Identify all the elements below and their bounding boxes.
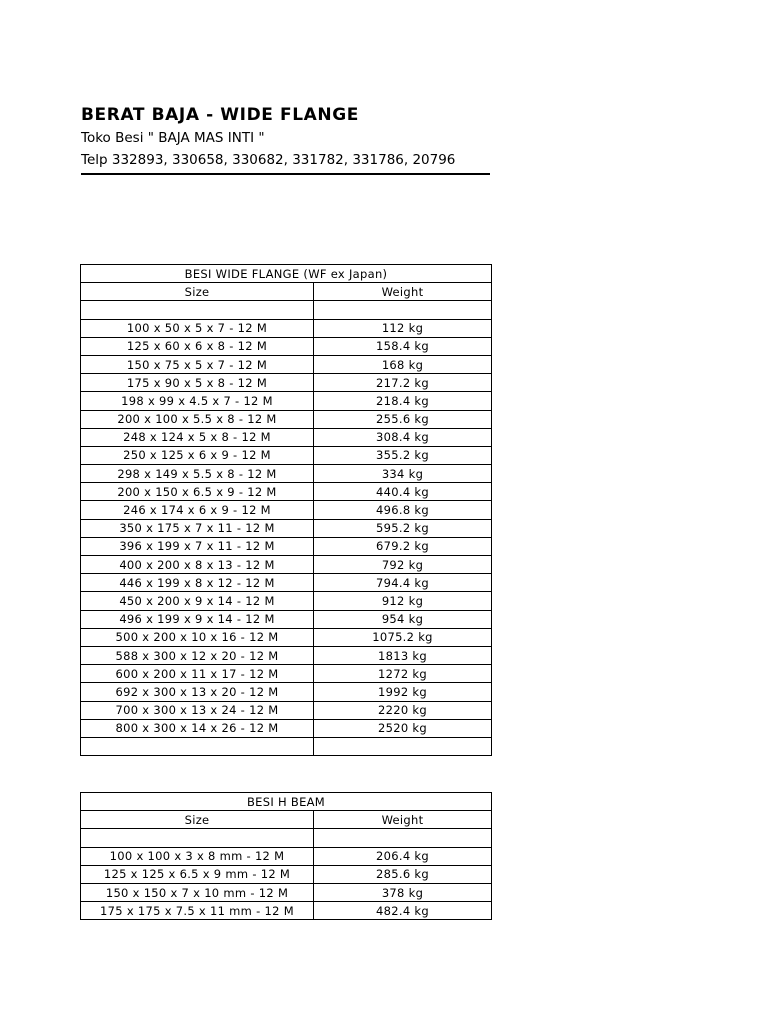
weight-cell: 1813 kg	[314, 646, 492, 664]
weight-cell: 2520 kg	[314, 719, 492, 737]
table-title-row	[81, 265, 492, 283]
size-cell: 200 x 100 x 5.5 x 8 - 12 M	[81, 410, 314, 428]
table-row	[81, 556, 492, 574]
table-row	[81, 902, 492, 920]
weight-cell: 792 kg	[314, 556, 492, 574]
document-header	[81, 103, 490, 175]
size-cell: 692 x 300 x 13 x 20 - 12 M	[81, 683, 314, 701]
table-row	[81, 465, 492, 483]
weight-cell: 794.4 kg	[314, 574, 492, 592]
table-row	[81, 446, 492, 464]
size-cell: 588 x 300 x 12 x 20 - 12 M	[81, 646, 314, 664]
table-row	[81, 628, 492, 646]
weight-cell: 1075.2 kg	[314, 628, 492, 646]
size-cell: 800 x 300 x 14 x 26 - 12 M	[81, 719, 314, 737]
weight-cell: 158.4 kg	[314, 337, 492, 355]
table-row	[81, 719, 492, 737]
size-cell: 400 x 200 x 8 x 13 - 12 M	[81, 556, 314, 574]
table-spacer-row	[81, 829, 492, 847]
size-cell: 350 x 175 x 7 x 11 - 12 M	[81, 519, 314, 537]
column-header-weight: Weight	[314, 811, 492, 829]
size-cell: 500 x 200 x 10 x 16 - 12 M	[81, 628, 314, 646]
table-title: BESI H BEAM	[81, 793, 492, 811]
weight-cell: 496.8 kg	[314, 501, 492, 519]
size-cell: 450 x 200 x 9 x 14 - 12 M	[81, 592, 314, 610]
size-cell: 298 x 149 x 5.5 x 8 - 12 M	[81, 465, 314, 483]
weight-cell: 206.4 kg	[314, 847, 492, 865]
size-cell: 446 x 199 x 8 x 12 - 12 M	[81, 574, 314, 592]
weight-cell: 595.2 kg	[314, 519, 492, 537]
column-header-size: Size	[81, 811, 314, 829]
size-cell: 150 x 75 x 5 x 7 - 12 M	[81, 355, 314, 373]
column-header-size: Size	[81, 283, 314, 301]
table-spacer-row	[81, 737, 492, 755]
weight-cell: 308.4 kg	[314, 428, 492, 446]
weight-cell: 1272 kg	[314, 665, 492, 683]
size-cell: 200 x 150 x 6.5 x 9 - 12 M	[81, 483, 314, 501]
table-header-row	[81, 283, 492, 301]
weight-cell: 954 kg	[314, 610, 492, 628]
table-row	[81, 392, 492, 410]
weight-cell: 912 kg	[314, 592, 492, 610]
size-cell: 150 x 150 x 7 x 10 mm - 12 M	[81, 883, 314, 901]
table-row	[81, 883, 492, 901]
weight-cell: 482.4 kg	[314, 902, 492, 920]
shop-phone: Telp 332893, 330658, 330682, 331782, 331786, 20796	[81, 152, 456, 168]
size-cell: 396 x 199 x 7 x 11 - 12 M	[81, 537, 314, 555]
size-cell: 248 x 124 x 5 x 8 - 12 M	[81, 428, 314, 446]
weight-cell: 255.6 kg	[314, 410, 492, 428]
table-row	[81, 701, 492, 719]
table-row	[81, 501, 492, 519]
table-row	[81, 665, 492, 683]
table-row	[81, 337, 492, 355]
table-row	[81, 683, 492, 701]
weight-cell: 440.4 kg	[314, 483, 492, 501]
table-row	[81, 574, 492, 592]
size-cell: 100 x 100 x 3 x 8 mm - 12 M	[81, 847, 314, 865]
size-cell: 125 x 125 x 6.5 x 9 mm - 12 M	[81, 865, 314, 883]
table-spacer-row	[81, 301, 492, 319]
wide-flange-table	[80, 264, 492, 756]
table-row	[81, 537, 492, 555]
table-row	[81, 483, 492, 501]
weight-cell: 679.2 kg	[314, 537, 492, 555]
table-row	[81, 865, 492, 883]
weight-cell: 355.2 kg	[314, 446, 492, 464]
shop-name: Toko Besi " BAJA MAS INTI "	[81, 130, 265, 146]
weight-cell: 334 kg	[314, 465, 492, 483]
size-cell: 246 x 174 x 6 x 9 - 12 M	[81, 501, 314, 519]
weight-cell: 168 kg	[314, 355, 492, 373]
table-row	[81, 355, 492, 373]
table-title-row	[81, 793, 492, 811]
table-row	[81, 410, 492, 428]
table-row	[81, 646, 492, 664]
table-row	[81, 519, 492, 537]
table-row	[81, 319, 492, 337]
size-cell: 198 x 99 x 4.5 x 7 - 12 M	[81, 392, 314, 410]
document-title: BERAT BAJA - WIDE FLANGE	[81, 105, 360, 125]
size-cell: 496 x 199 x 9 x 14 - 12 M	[81, 610, 314, 628]
header-rule	[81, 173, 490, 175]
size-cell: 175 x 175 x 7.5 x 11 mm - 12 M	[81, 902, 314, 920]
table-row	[81, 374, 492, 392]
weight-cell: 378 kg	[314, 883, 492, 901]
table-row	[81, 847, 492, 865]
size-cell: 250 x 125 x 6 x 9 - 12 M	[81, 446, 314, 464]
size-cell: 700 x 300 x 13 x 24 - 12 M	[81, 701, 314, 719]
table-header-row	[81, 811, 492, 829]
weight-cell: 1992 kg	[314, 683, 492, 701]
size-cell: 125 x 60 x 6 x 8 - 12 M	[81, 337, 314, 355]
weight-cell: 2220 kg	[314, 701, 492, 719]
table-row	[81, 592, 492, 610]
weight-cell: 218.4 kg	[314, 392, 492, 410]
weight-cell: 285.6 kg	[314, 865, 492, 883]
size-cell: 175 x 90 x 5 x 8 - 12 M	[81, 374, 314, 392]
weight-cell: 112 kg	[314, 319, 492, 337]
table-row	[81, 428, 492, 446]
table-row	[81, 610, 492, 628]
weight-cell: 217.2 kg	[314, 374, 492, 392]
column-header-weight: Weight	[314, 283, 492, 301]
h-beam-table	[80, 792, 492, 920]
size-cell: 100 x 50 x 5 x 7 - 12 M	[81, 319, 314, 337]
size-cell: 600 x 200 x 11 x 17 - 12 M	[81, 665, 314, 683]
table-title: BESI WIDE FLANGE (WF ex Japan)	[81, 265, 492, 283]
